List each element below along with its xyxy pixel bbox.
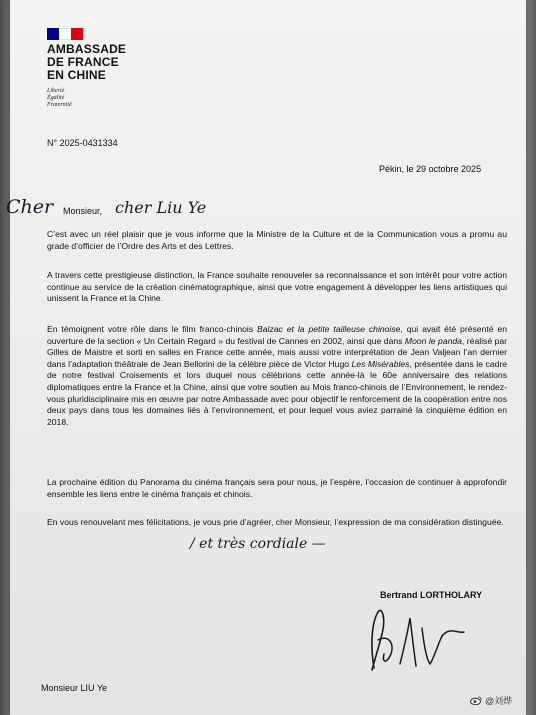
play-title-les-miserables: Les Misérables	[351, 358, 410, 369]
embassy-title-line-2: DE FRANCE	[47, 55, 119, 69]
weibo-watermark	[470, 694, 512, 707]
embassy-title	[47, 43, 126, 82]
motto-fraternite: Fraternité	[47, 102, 72, 108]
weibo-icon	[470, 696, 482, 705]
paragraph-1: C’est avec un réel plaisir que je vous informe que la Ministre de la Culture et de la Communication vous a promu au grade d’officier de l’Ordre des Arts et des Lettres.	[47, 229, 507, 251]
french-flag-logo	[47, 28, 83, 40]
handwritten-cher-prefix: Cher	[6, 196, 54, 218]
letter-paper	[6, 0, 526, 715]
republic-motto	[47, 88, 72, 109]
signatory-name: Bertrand LORTHOLARY	[380, 590, 483, 600]
paragraph-3-part-a: En témoignent votre rôle dans le film franco-chinois	[47, 324, 258, 334]
film-title-balzac: Balzac et la petite tailleuse chinoise	[257, 324, 401, 334]
weibo-handle: @刘烨	[485, 696, 513, 706]
handwritten-closing: / et très cordiale —	[190, 536, 326, 552]
paragraph-5: En vous renouvelant mes félicitations, je vous prie d’agréer, cher Monsieur, l’expression de ma considération distinguée.	[47, 517, 504, 527]
embassy-title-line-1: AMBASSADE	[47, 42, 127, 56]
flag-blue-band	[47, 28, 59, 40]
embassy-title-line-3: EN CHINE	[47, 68, 106, 82]
paragraph-4: La prochaine édition du Panorama du cinéma français sera pour nous, je l’espère, l’occasion de continuer à approfondir ensemble les liens entre le cinéma français et chinois.	[47, 477, 507, 499]
paragraph-3-part-b: , qui avait été présenté en ouverture de la section « Un Certain Regard » du festival de Cannes en 2002, ainsi que dans	[47, 324, 507, 346]
paragraph-2: A travers cette prestigieuse distinction, la France souhaite renouveler sa reconnaissance et son intérêt pour votre action continue au service de la création cinématographique, ainsi que votre engagement à développer les liens artistiques qui unissent la France et la Chine.	[47, 270, 507, 304]
handwritten-cher-liu-ye: cher Liu Ye	[115, 198, 207, 217]
salutation: Monsieur,	[63, 206, 103, 216]
paragraph-3-part-c: , réalisé par Gilles de Maistre et sorti en salles en France cette année, mais aussi votre interprétation de Jean Valjean l’an dernier dans l’adaptation théâtrale de Jean Bellorini de la célèbre pièce de Victor Hugo	[47, 335, 508, 369]
motto-egalite: Égalité	[47, 95, 65, 101]
flag-white-band	[59, 28, 71, 40]
motto-liberte: Liberté	[47, 88, 65, 94]
addressee: Monsieur LIU Ye	[41, 683, 108, 693]
reference-number: N° 2025-0431334	[47, 138, 118, 148]
flag-red-band	[71, 28, 83, 40]
paragraph-3-part-d: , présentée dans le cadre de notre festival Croisements et lors duquel nous célébrions cette année-là le 60e anniversaire des relations diplomatiques entre la France et la Chine, ainsi que votre soutien au Mois franco-chinois de l’Environnement, le rendez-vous pluridisciplinaire mis en œuvre par notre Ambassade avec pour objectif le renforcement de la coopération entre nos deux pays dans tous les domaines liés à l’environnement, et pour lequel vous aviez parrainé la cinquième édition en 2018.	[47, 358, 508, 427]
handwritten-signature-image	[360, 604, 500, 676]
film-title-moon-le-panda: Moon le panda	[404, 335, 462, 346]
paragraph-3	[47, 324, 507, 428]
letter-date: Pékin, le 29 octobre 2025	[379, 164, 482, 174]
